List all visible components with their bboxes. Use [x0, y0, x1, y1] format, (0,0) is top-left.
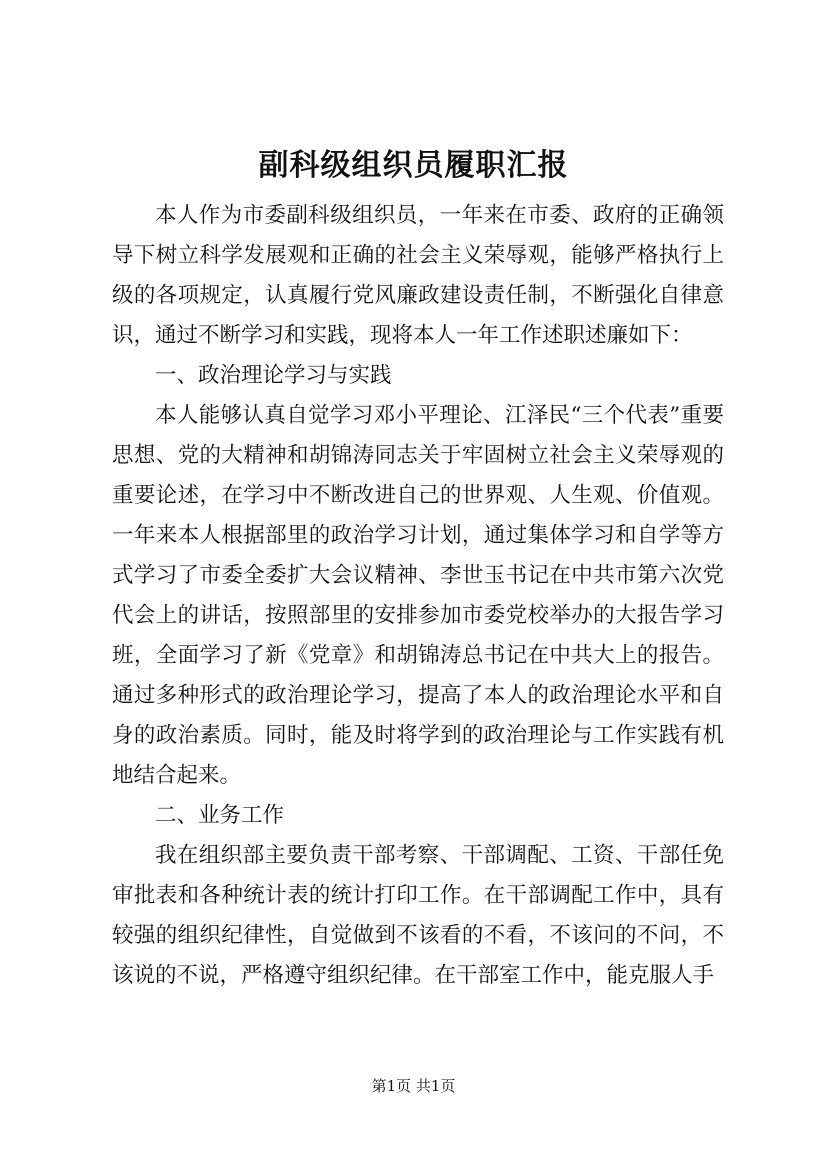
page-footer: 第1页 共1页 [371, 1077, 456, 1095]
business-work-paragraph: 我在组织部主要负责干部考察、干部调配、工资、干部任免审批表和各种统计表的统计打印工作。在干部调配工作中，具有较强的组织纪律性，自觉做到不该看的不看，不该问的不问，不该说的不说，严格遵守组织纪律。在干部室工作中，能克服人手 [112, 843, 724, 988]
section-heading-business-work: 二、业务工作 [155, 803, 285, 828]
section-heading-political-study: 一、政治理论学习与实践 [155, 363, 392, 388]
document-body [112, 196, 724, 996]
political-study-paragraph: 本人能够认真自觉学习邓小平理论、江泽民“三个代表”重要思想、党的大精神和胡锦涛同志关于牢固树立社会主义荣辱观的重要论述，在学习中不断改进自己的世界观、人生观、价值观。一年来本人根据部里的政治学习计划，通过集体学习和自学等方式学习了市委全委扩大会议精神、李世玉书记在中共市第六次党代会上的讲话，按照部里的安排参加市委党校举办的大报告学习班，全面学习了新《党章》和胡锦涛总书记在中共大上的报告。通过多种形式的政治理论学习，提高了本人的政治理论水平和自身的政治素质。同时，能及时将学到的政治理论与工作实践有机地结合起来。 [112, 403, 724, 788]
document-title: 副科级组织员履职汇报 [258, 148, 569, 183]
intro-paragraph: 本人作为市委副科级组织员，一年来在市委、政府的正确领导下树立科学发展观和正确的社会主义荣辱观，能够严格执行上级的各项规定，认真履行党风廉政建设责任制，不断强化自律意识，通过不断学习和实践，现将本人一年工作述职述廉如下： [112, 203, 724, 348]
